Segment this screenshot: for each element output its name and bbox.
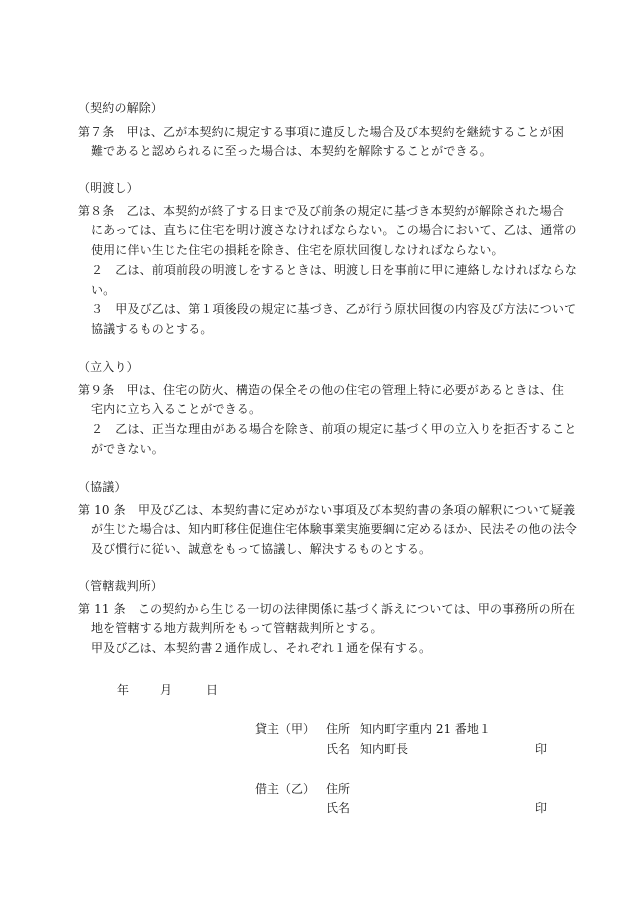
- article10-line: 第 10 条 甲及び乙は、本契約書に定めがない事項及び本契約書の条項の解釈について疑義: [78, 503, 576, 517]
- article8-line: 使用に伴い生じた住宅の損耗を除き、住宅を原状回復しなければならない。: [91, 243, 504, 257]
- lessee-seal-mark: 印: [535, 801, 548, 815]
- lessor-name-label: 氏名: [326, 742, 351, 756]
- article9-line: 宅内に立ち入ることができる。: [91, 402, 262, 416]
- article7-heading: （契約の解除）: [78, 101, 164, 115]
- article11-line: 地を管轄する地方裁判所をもって管轄裁判所とする。: [91, 621, 383, 635]
- article9-heading: （立入り）: [78, 360, 139, 374]
- article9-line: ができない。: [91, 442, 164, 456]
- article11-heading: （管轄裁判所）: [78, 579, 164, 593]
- article8-heading: （明渡し）: [78, 181, 139, 195]
- article8-line: ２ 乙は、前項前段の明渡しをするときは、明渡し日を事前に甲に連絡しなければならな: [91, 263, 578, 277]
- lessor-address-label: 住所: [326, 722, 351, 736]
- article7-line: 難であると認められるに至った場合は、本契約を解除することができる。: [91, 144, 492, 158]
- article11-line: 第 11 条 この契約から生じる一切の法律関係に基づく訴えについては、甲の事務所の所在: [78, 602, 576, 616]
- lessee-address-label: 住所: [326, 782, 351, 796]
- date-month: 月: [160, 683, 173, 697]
- closing-clause: 甲及び乙は、本契約書２通作成し、それぞれ１通を保有する。: [91, 641, 432, 655]
- article8-line: 協議するものとする。: [91, 322, 213, 336]
- article7-line: 第７条 甲は、乙が本契約に規定する事項に違反した場合及び本契約を継続することが困: [78, 125, 565, 139]
- date-year: 年: [117, 683, 130, 697]
- date-day: 日: [206, 683, 219, 697]
- article8-line: にあっては、直ちに住宅を明け渡さなければならない。この場合において、乙は、通常の: [91, 223, 577, 237]
- article8-line: い。: [91, 283, 116, 297]
- lessor-name-value: 知内町長: [360, 742, 409, 756]
- article10-heading: （協議）: [78, 480, 127, 494]
- article10-line: が生じた場合は、知内町移住促進住宅体験事業実施要綱に定めるほか、民法その他の法令: [91, 522, 578, 536]
- lessor-seal-mark: 印: [535, 742, 548, 756]
- article8-line: ３ 甲及び乙は、第１項後段の規定に基づき、乙が行う原状回復の内容及び方法について: [91, 302, 577, 316]
- lessee-role: 借主（乙）: [255, 782, 316, 796]
- lessor-role: 貸主（甲）: [255, 722, 316, 736]
- lessor-address-value: 知内町字重内 21 番地１: [360, 722, 491, 736]
- article10-line: 及び慣行に従い、誠意をもって協議し、解決するものとする。: [91, 542, 432, 556]
- article9-line: ２ 乙は、正当な理由がある場合を除き、前項の規定に基づく甲の立入りを拒否すること: [91, 422, 577, 436]
- lessee-name-label: 氏名: [326, 801, 351, 815]
- article9-line: 第９条 甲は、住宅の防火、構造の保全その他の住宅の管理上特に必要があるときは、住: [78, 383, 565, 397]
- article8-line: 第８条 乙は、本契約が終了する日まで及び前条の規定に基づき本契約が解除された場合: [78, 204, 565, 218]
